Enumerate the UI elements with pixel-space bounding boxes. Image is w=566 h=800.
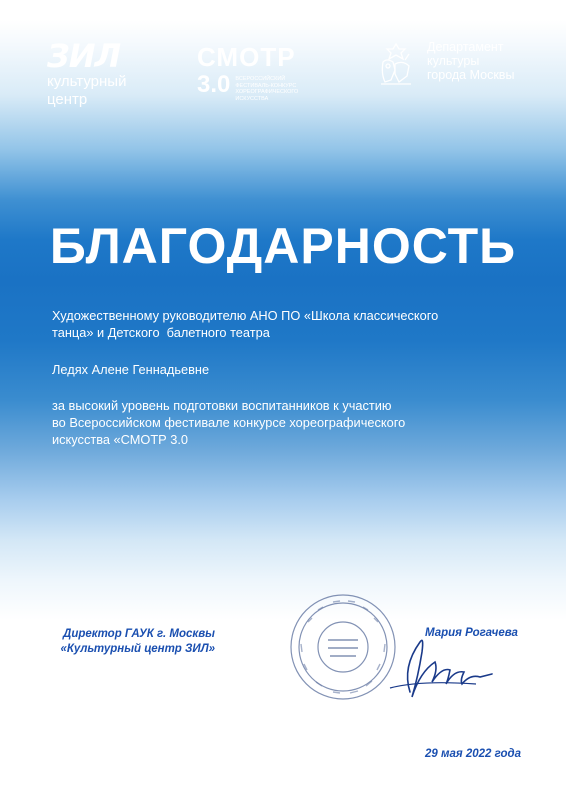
- culture-department-logo: [375, 40, 514, 88]
- recipient-position-line2: танца» и Детского балетного театра: [52, 325, 270, 340]
- zil-logo: [47, 37, 127, 108]
- award-reason: [52, 397, 512, 448]
- award-reason-line3: искусства «СМОТР 3.0: [52, 432, 189, 447]
- dept-line3: города Москвы: [427, 68, 515, 82]
- certificate-title: БЛАГОДАРНОСТЬ: [49, 218, 517, 274]
- issue-date: 29 мая 2022 года: [425, 748, 522, 760]
- award-reason-line1: за высокий уровень подготовки воспитанников к участию: [52, 398, 392, 413]
- signatory-name: Мария Рогачева: [425, 627, 518, 639]
- recipient-position: [52, 307, 512, 341]
- signatory-title-line2: «Культурный центр ЗИЛ»: [60, 643, 215, 655]
- signatory-title: [45, 627, 215, 657]
- moscow-coat-of-arms-icon: [375, 40, 417, 88]
- smotr-logo-title: СМОТР: [197, 42, 296, 72]
- award-reason-line2: во Всероссийском фестивале конкурсе хореографического: [52, 415, 406, 430]
- smotr-logo-subtitle: ВСЕРОССИЙСКИЙ ФЕСТИВАЛЬ-КОНКУРС ХОРЕОГРАФИЧЕСКОГО ИСКУССТВА: [235, 76, 299, 102]
- dept-line2: культуры: [427, 54, 480, 68]
- recipient-name: Ледях Алене Геннадьевне: [52, 362, 210, 377]
- recipient-position-line1: Художественному руководителю АНО ПО «Школа классического: [52, 308, 439, 323]
- dept-line1: Департамент: [427, 40, 504, 54]
- smotr-logo-number: 3.0: [197, 71, 231, 98]
- zil-logo-mark: ЗИЛ: [47, 37, 121, 75]
- zil-logo-line2: центр: [47, 91, 88, 108]
- smotr-logo: [197, 44, 315, 102]
- zil-logo-line1: культурный: [47, 73, 127, 90]
- signatory-title-line1: Директор ГАУК г. Москвы: [63, 628, 215, 640]
